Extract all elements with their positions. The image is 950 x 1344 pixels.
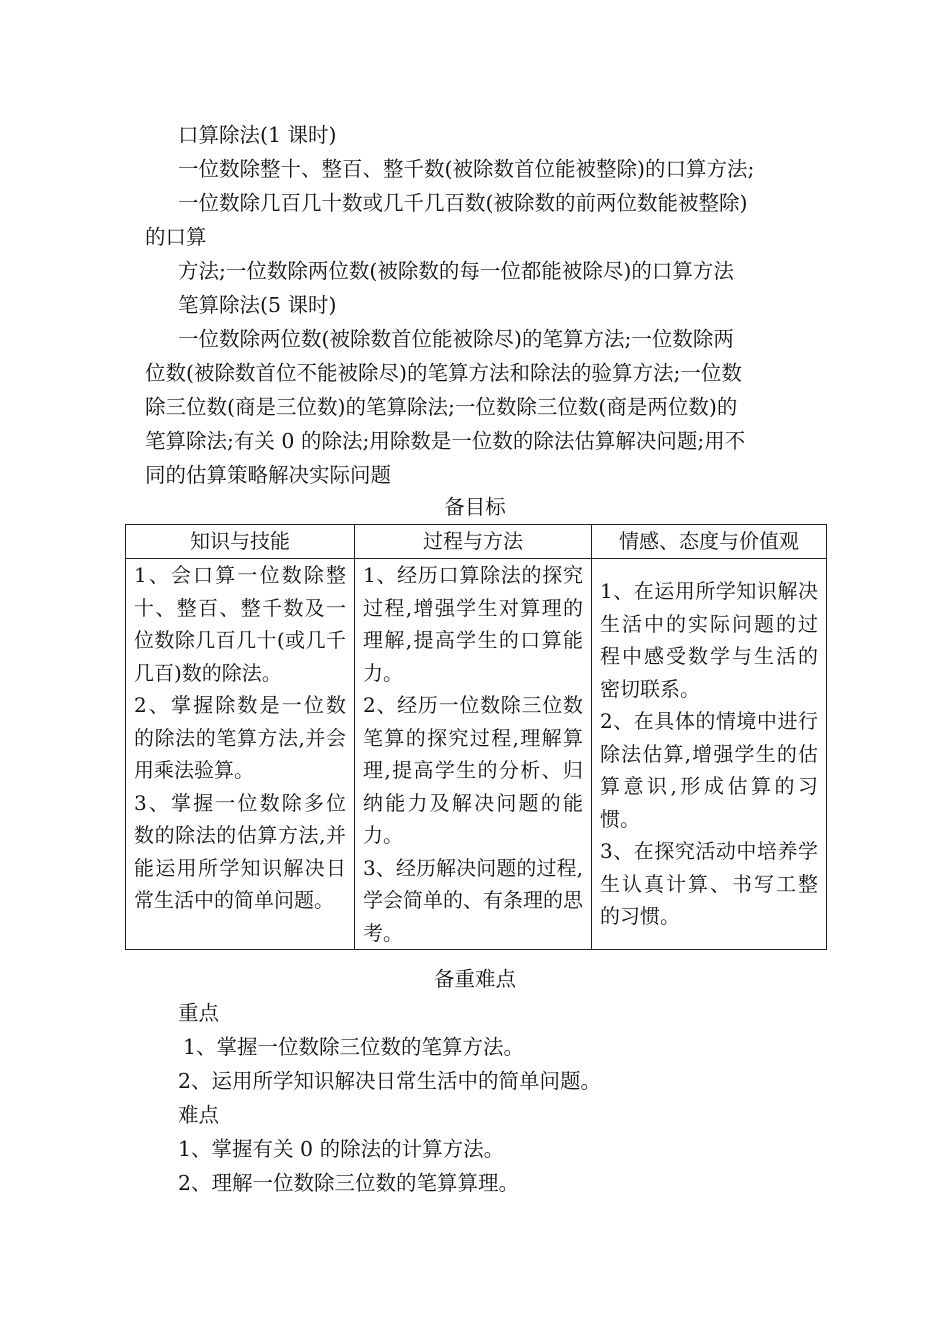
goal-item: 1、经历口算除法的探究过程,增强学生对算理的理解,提高学生的口算能力。	[363, 563, 583, 685]
goal-item: 1、会口算一位数除整十、整百、整千数及一位数除几百几十(或几千几百)数的除法。	[134, 563, 346, 685]
difficult-point-item: 1、掌握有关 0 的除法的计算方法。	[178, 1137, 505, 1161]
goal-item: 2、经历一位数除三位数笔算的探究过程,理解算理,提高学生的分析、归纳能力及解决问题的能力。	[363, 693, 583, 847]
goals-table-row	[126, 559, 827, 950]
written-division-line: 同的估算策略解决实际问题	[145, 463, 391, 487]
knowledge-skills-cell	[126, 559, 355, 950]
goal-item: 3、经历解决问题的过程,学会简单的、有条理的思考。	[363, 855, 583, 945]
header-knowledge-skills: 知识与技能	[126, 525, 355, 559]
written-division-title: 笔算除法(5 课时)	[178, 293, 337, 317]
oral-division-line: 方法;一位数除两位数(被除数的每一位都能被除尽)的口算方法	[178, 259, 734, 283]
written-division-line: 位数(被除数首位不能被除尽)的笔算方法和除法的验算方法;一位数	[145, 361, 742, 385]
key-point-item: 1、掌握一位数除三位数的笔算方法。	[183, 1035, 525, 1059]
goal-item: 2、在具体的情境中进行除法估算,增强学生的估算意识,形成估算的习惯。	[600, 709, 818, 831]
difficult-point-item: 2、理解一位数除三位数的笔算算理。	[178, 1171, 520, 1195]
written-division-line: 笔算除法;有关 0 的除法;用除数是一位数的除法估算解决问题;用不	[145, 429, 746, 453]
goals-heading: 备目标	[444, 495, 506, 519]
header-emotion-attitude-values: 情感、态度与价值观	[592, 525, 827, 559]
process-methods-cell	[355, 559, 592, 950]
header-process-methods: 过程与方法	[355, 525, 592, 559]
oral-division-line: 一位数除整十、整百、整千数(被除数首位能被整除)的口算方法;	[178, 157, 755, 181]
emotion-attitude-values-cell	[592, 559, 827, 950]
oral-division-line: 的口算	[145, 225, 207, 249]
goal-item: 2、掌握除数是一位数的除法的笔算方法,并会用乘法验算。	[134, 693, 346, 782]
written-division-line: 一位数除两位数(被除数首位能被除尽)的笔算方法;一位数除两	[178, 327, 734, 351]
keypoints-heading: 备重难点	[434, 967, 516, 991]
oral-division-title: 口算除法(1 课时)	[178, 123, 337, 147]
key-points-title: 重点	[178, 1001, 219, 1025]
goals-table	[125, 524, 827, 950]
goal-item: 3、掌握一位数除多位数的除法的估算方法,并能运用所学知识解决日常生活中的简单问题。	[134, 790, 346, 912]
oral-division-line: 一位数除几百几十数或几千几百数(被除数的前两位数能被整除)	[178, 191, 748, 215]
goal-item: 3、在探究活动中培养学生认真计算、书写工整的习惯。	[600, 839, 818, 929]
written-division-line: 除三位数(商是三位数)的笔算除法;一位数除三位数(商是两位数)的	[145, 395, 738, 419]
goals-table-header-row	[126, 525, 827, 559]
difficult-points-title: 难点	[178, 1103, 219, 1127]
key-point-item: 2、运用所学知识解决日常生活中的简单问题。	[178, 1069, 602, 1093]
goal-item: 1、在运用所学知识解决生活中的实际问题的过程中感受数学与生活的密切联系。	[600, 579, 818, 701]
